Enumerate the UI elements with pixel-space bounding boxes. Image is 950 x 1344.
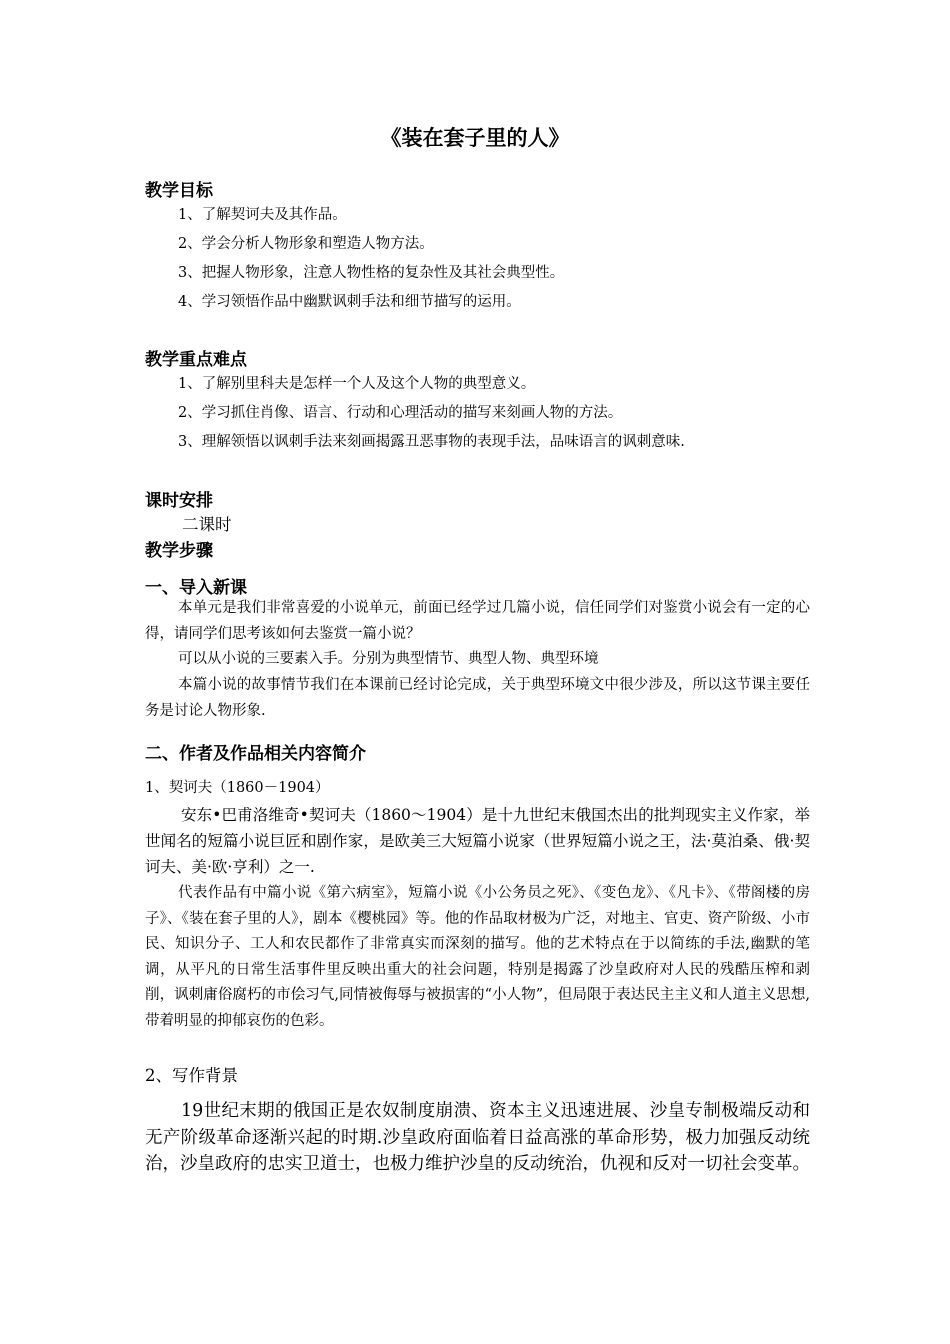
key-point-item: 1、了解别里科夫是怎样一个人及这个人物的典型意义。 <box>178 376 536 392</box>
key-point-item: 2、学习抓住肖像、语言、行动和心理活动的描写来刻画人物的方法。 <box>178 405 623 421</box>
objectives-heading: 教学目标 <box>145 181 213 201</box>
key-points-heading: 教学重点难点 <box>145 350 247 370</box>
schedule-value: 二课时 <box>182 515 232 534</box>
objective-item: 2、学会分析人物形象和塑造人物方法。 <box>178 236 434 252</box>
objective-item: 3、把握人物形象，注意人物性格的复杂性及其社会典型性。 <box>178 265 565 281</box>
author-subheading: 1、契诃夫（1860－1904） <box>145 780 330 796</box>
author-intro-paragraph: 安东•巴甫洛维奇•契诃夫（1860～1904）是十九世纪末俄国杰出的批判现实主义作家，举世闻名的短篇小说巨匠和剧作家，是欧美三大短篇小说家（世界短篇小说之王，法·莫泊桑、俄·契诃夫、美·欧·亨利）之一. <box>145 806 810 876</box>
document-title: 《装在套子里的人》 <box>380 125 570 150</box>
section2-heading: 二、作者及作品相关内容简介 <box>145 744 366 764</box>
key-point-item: 3、理解领悟以讽刺手法来刻画揭露丑恶事物的表现手法，品味语言的讽刺意味. <box>178 434 685 450</box>
schedule-heading: 课时安排 <box>145 491 213 511</box>
objective-item: 1、了解契诃夫及其作品。 <box>178 207 347 223</box>
steps-heading: 教学步骤 <box>145 541 213 561</box>
works-paragraph: 代表作品有中篇小说《第六病室》，短篇小说《小公务员之死》、《变色龙》、《凡卡》、《带阁楼的房子》、《装在套子里的人》，剧本《樱桃园》等。他的作品取材极为广泛，对地主、官吏、资产阶级、小市民、知识分子、工人和农民都作了非常真实而深刻的描写。他的艺术特点在于以简练的手法,幽默的笔调，从平凡的日常生活事件里反映出重大的社会问题，特别是揭露了沙皇政府对人民的残酷压榨和剥削，讽刺庸俗腐朽的市侩习气,同情被侮辱与被损害的“小人物”，但局限于表达民主主义和人道主义思想,带着明显的抑郁哀伤的色彩。 <box>145 885 810 1029</box>
section1-paragraph: 本单元是我们非常喜爱的小说单元，前面已经学过几篇小说，信任同学们对鉴赏小说会有一定的心得，请同学们思考该如何去鉴赏一篇小说？ <box>145 600 810 642</box>
section1-heading: 一、导入新课 <box>145 578 247 598</box>
background-subheading: 2、写作背景 <box>145 1066 238 1085</box>
objective-item: 4、学习领悟作品中幽默讽刺手法和细节描写的运用。 <box>178 294 521 310</box>
section1-paragraph: 本篇小说的故事情节我们在本课前已经讨论完成，关于典型环境文中很少涉及，所以这节课主要任务是讨论人物形象. <box>145 677 810 719</box>
section1-paragraph: 可以从小说的三要素入手。分别为典型情节、典型人物、典型环境 <box>178 651 599 667</box>
background-paragraph: 19世纪末期的俄国正是农奴制度崩溃、资本主义迅速进展、沙皇专制极端反动和无产阶级革命逐渐兴起的时期.沙皇政府面临着日益高涨的革命形势，极力加强反动统治，沙皇政府的忠实卫道士，也极力维护沙皇的反动统治，仇视和反对一切社会变革。 <box>145 1101 810 1174</box>
